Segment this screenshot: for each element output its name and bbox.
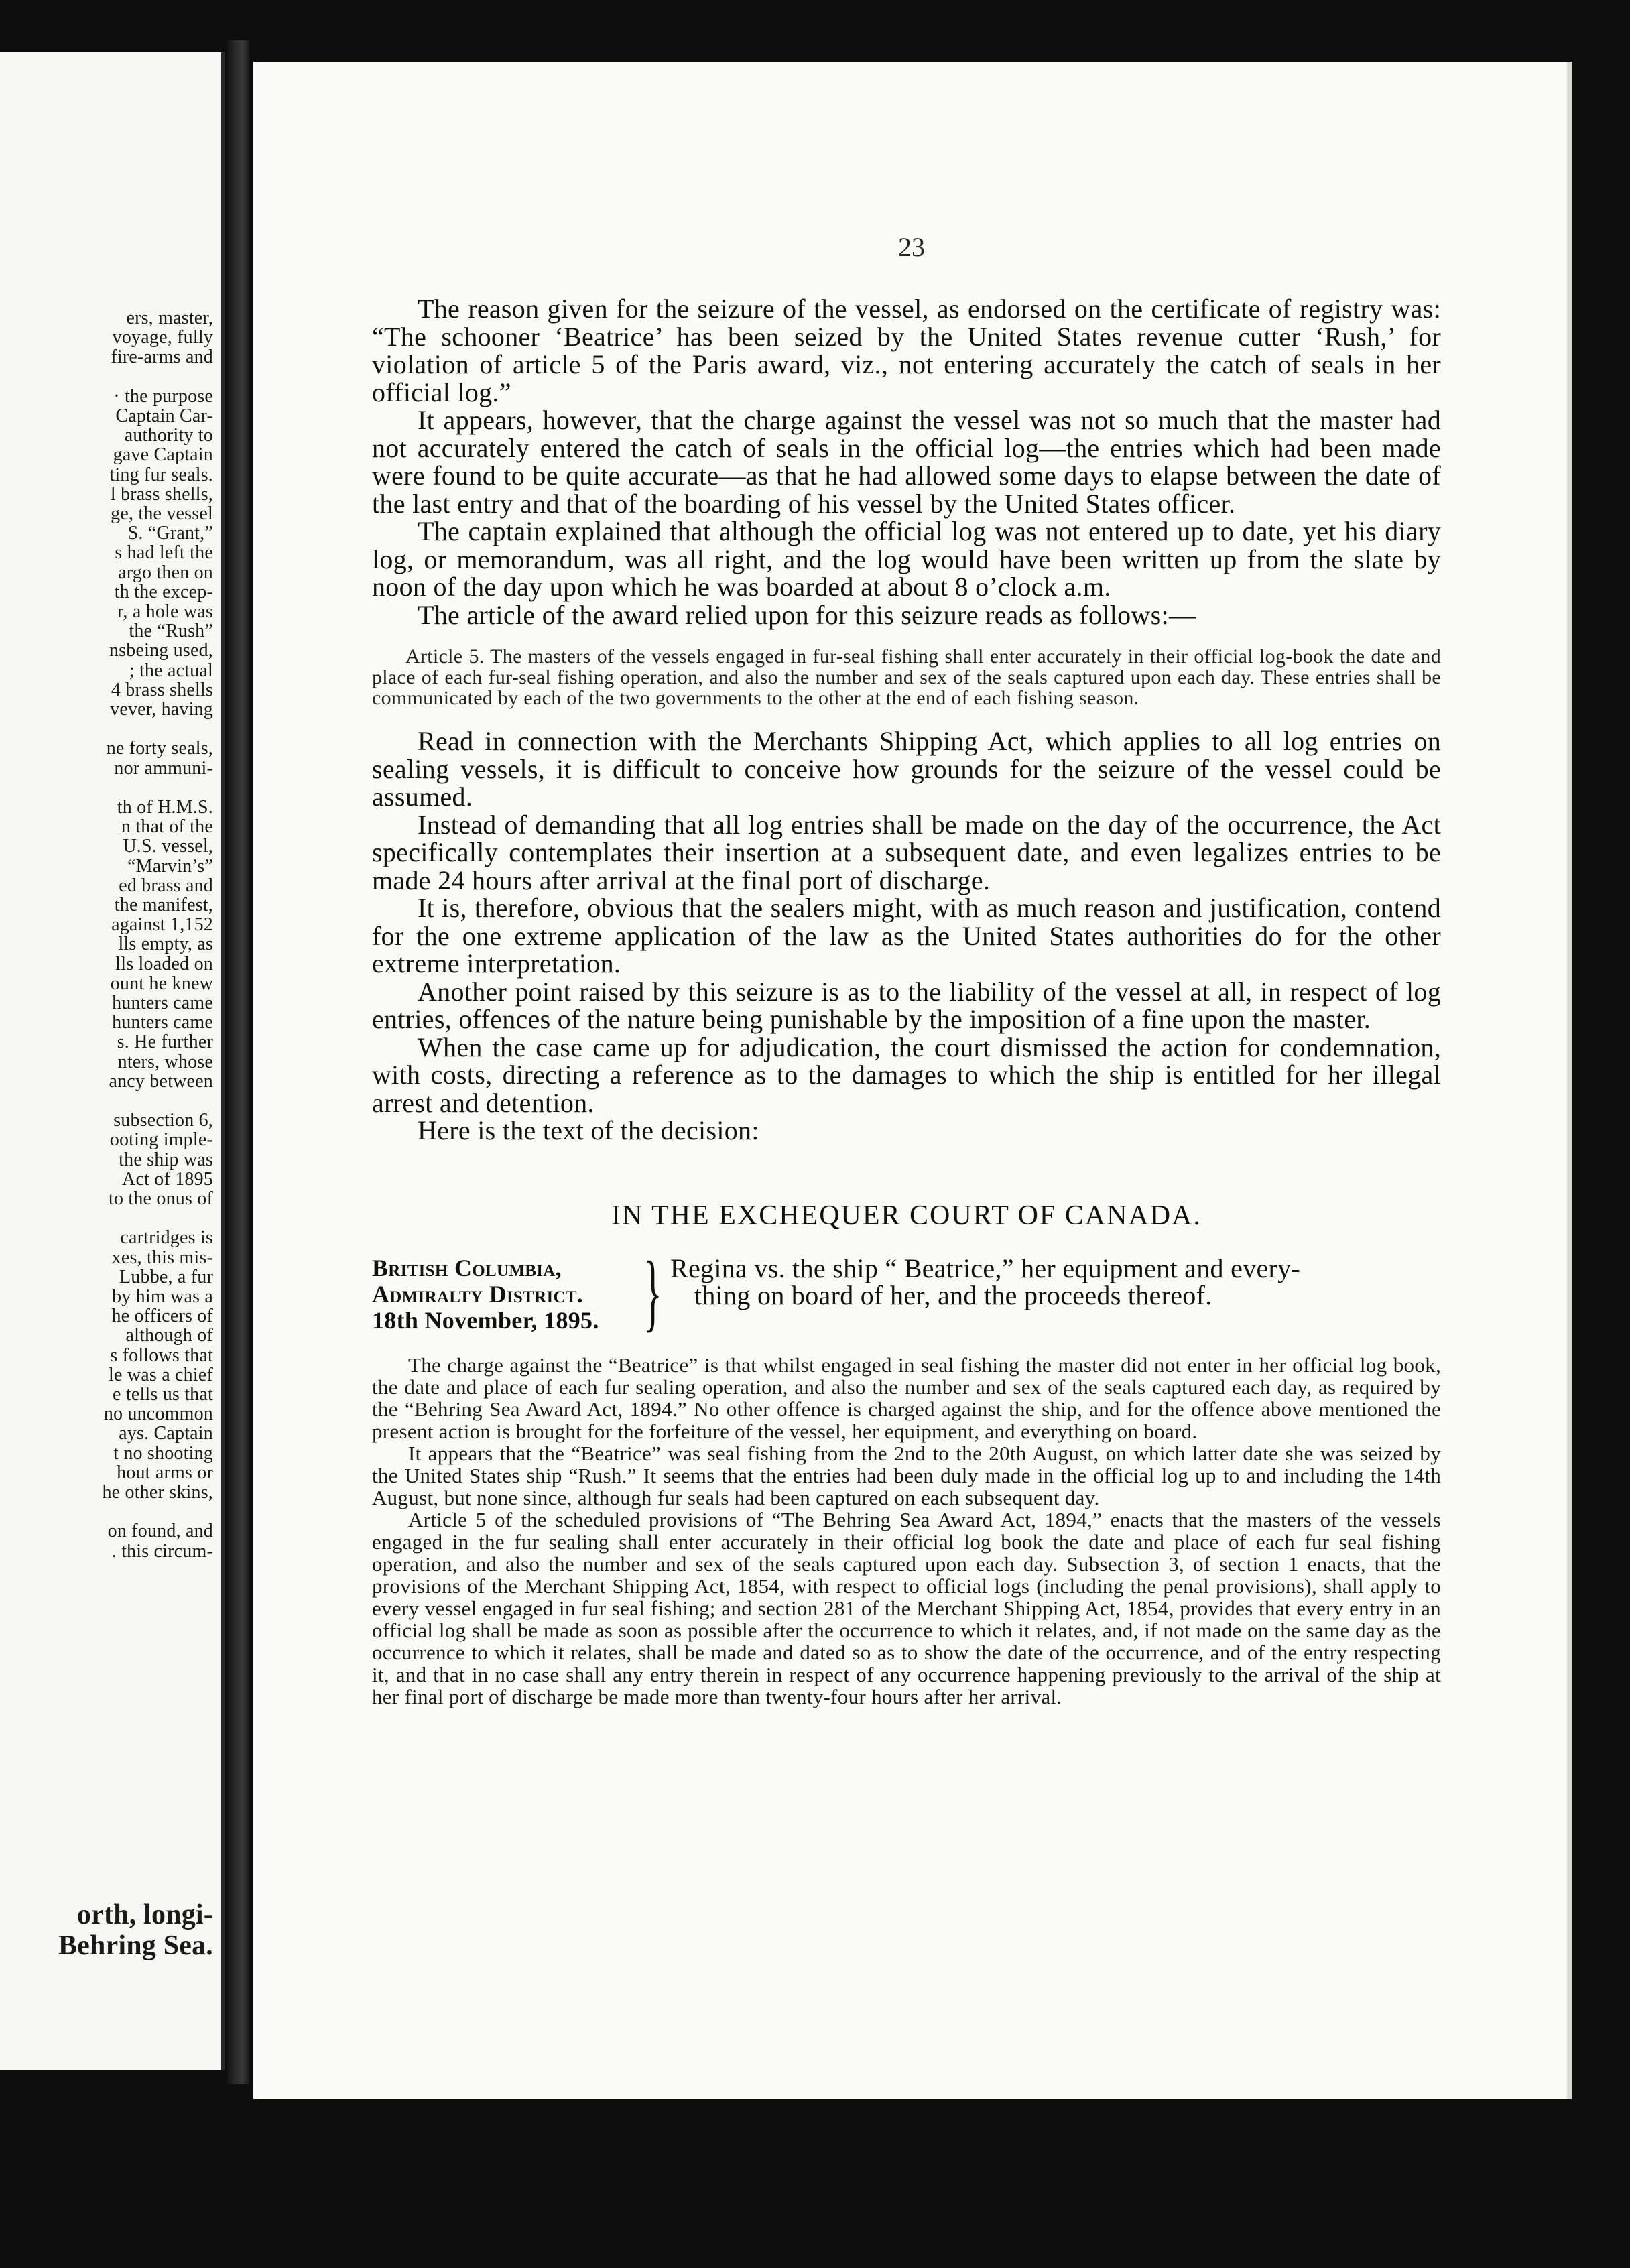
left-page-line: . this circum- — [111, 1540, 213, 1562]
left-page-line: ount he knew — [110, 972, 213, 994]
left-page-line: against 1,152 — [111, 914, 213, 936]
decision-paragraph-2: It appears that the “Beatrice” was seal fishing from the 2nd to the 20th August, on which latter date she was seized by the United States ship “Rush.” It seems that the entries had been duly made in the official log up to and including the 14th August, but none since, although fur seals had been captured on each subsequent day. — [372, 1442, 1441, 1509]
page-number: 23 — [898, 232, 925, 262]
court-heading: IN THE EXCHEQUER COURT OF CANADA. — [611, 1200, 1202, 1231]
left-page-line: le was a chief — [109, 1364, 213, 1385]
left-page-line: Lubbe, a fur — [119, 1266, 213, 1287]
left-page-line: authority to — [124, 425, 213, 446]
decision-paragraph-1: The charge against the “Beatrice” is that whilst engaged in seal fishing the master did not enter in her official log book, the date and place of each fur sealing operation, and also the number and sex of the seals captured each day, as required by the “Behring Sea Award Act, 1894.” No other offence is charged against the ship, and for the offence above mentioned the present action is brought for the forfeiture of the vessel, her equipment, and everything on board. — [372, 1353, 1441, 1443]
paragraph-1: The reason given for the seizure of the vessel, as endorsed on the certificate of registry was: “The schooner ‘Beatrice’ has been seized by the United States revenue cutter ‘Rush,’ for violation of article 5 of the Paris award, viz., not entering accurately the catch of seals in her official log.” — [372, 294, 1441, 407]
left-page-line: l brass shells, — [110, 483, 213, 505]
paragraph-8: Another point raised by this seizure is as to the liability of the vessel at all, in respect of log entries, offences of the nature being punishable by the imposition of a fine upon the master. — [372, 976, 1441, 1034]
left-page-line: nters, whose — [117, 1051, 213, 1072]
left-page-line: hunters came — [112, 993, 213, 1013]
left-page-line: subsection 6, — [113, 1110, 213, 1131]
paragraph-6: Instead of demanding that all log entries shall be made on the day of the occurrence, the Act specifically contemplates their insertion at a subsequent date, and even legalizes entries to be made 24 hours after arrival at the final port of discharge. — [372, 809, 1441, 895]
paragraph-9: When the case came up for adjudication, the court dismissed the action for condemnation, with costs, directing a reference as to the damages to which the ship is entitled for her illegal arrest and detention. — [372, 1031, 1441, 1118]
left-page-line: ne forty seals, — [106, 738, 213, 759]
decision-paragraph-3: Article 5 of the scheduled provisions of “The Behring Sea Award Act, 1894,” enacts that the masters of the vessels engaged in the fur sealing shall enter accurately in their official log book the date and place of each fur seal fishing operation, and also the number and sex of the seals captured upon each day. Subsection 3, of section 1 enacts, that the provisions of the Merchant Shipping Act, 1854, with respect to official logs (including the penal provisions), shall apply to every vessel engaged in fur seal fishing; and section 281 of the Merchant Shipping Act, 1854, provides that every entry in an official log shall be made as soon as possible after the occurrence to which it relates, and, if not made on the same day as the occurrence to which it relates, shall be made and dated so as to show the date of the occurrence, and of the entry respecting it, and that in no case shall any entry therein in respect of any occurrence happening previously to the arrival of the ship at her final port of discharge be made more than twenty-four hours after her arrival. — [372, 1508, 1441, 1708]
case-province: British Columbia, — [372, 1255, 562, 1281]
left-facing-page — [0, 52, 225, 2070]
left-page-line: gave Captain — [113, 444, 213, 466]
left-page-line: the manifest, — [114, 895, 213, 916]
left-page-line: hout arms or — [117, 1462, 213, 1483]
book-binding-gutter — [227, 40, 249, 2084]
left-page-line: lls loaded on — [115, 953, 213, 974]
left-page-line: cartridges is — [120, 1227, 213, 1249]
left-page-line: he officers of — [111, 1306, 213, 1327]
left-page-line: although of — [125, 1325, 213, 1346]
left-page-line: nsbeing used, — [109, 640, 213, 662]
case-date: 18th November, 1895. — [372, 1307, 599, 1334]
left-page-line: ancy between — [109, 1070, 213, 1092]
left-page-line: no uncommon — [103, 1403, 213, 1425]
left-page-line: 4 brass shells — [111, 679, 213, 700]
left-page-line: “Marvin’s” — [127, 855, 213, 877]
left-page-line: the “Rush” — [129, 621, 213, 642]
left-page-bottom-line: Behring Sea. — [58, 1930, 213, 1961]
decision-text — [372, 1354, 1441, 1708]
left-page-bottom-line: orth, longi- — [76, 1899, 213, 1930]
left-page-line: s. He further — [117, 1031, 213, 1053]
left-page-line: ed brass and — [119, 875, 213, 896]
left-page-line: hunters came — [112, 1012, 213, 1033]
left-page-line: lls empty, as — [118, 934, 213, 955]
paragraph-2: It appears, however, that the charge against the vessel was not so much that the master had not accurately entered the catch of seals in the official log—the entries which had been made were found to be quite accurate—as that he had allowed some days to elapse between the date of the last entry and that of the boarding of his vessel by the United States officer. — [372, 405, 1441, 519]
paragraph-4: The article of the award relied upon for this seizure reads as follows:— — [418, 599, 1196, 630]
case-title — [664, 1255, 1441, 1309]
left-page-line: ge, the vessel — [111, 503, 213, 524]
left-page-line: th of H.M.S. — [117, 797, 213, 818]
case-district: Admiralty District. — [372, 1281, 584, 1308]
left-page-line: r, a hole was — [117, 601, 213, 622]
left-page-line: ting fur seals. — [109, 464, 213, 485]
left-page-line: vever, having — [110, 699, 213, 720]
left-page-line: by him was a — [112, 1286, 213, 1307]
left-page-line: ; the actual — [129, 659, 213, 681]
left-page-line: S. “Grant,” — [127, 523, 213, 544]
left-page-line: Act of 1895 — [122, 1168, 213, 1190]
left-page-line: voyage, fully — [112, 327, 213, 349]
paragraph-7: It is, therefore, obvious that the sealers might, with as much reason and justification, contend for the one extreme application of the law as the United States authorities do for the other extreme interpretation. — [372, 893, 1441, 979]
left-page-line: to the onus of — [108, 1188, 213, 1209]
left-page-line: e tells us that — [113, 1384, 213, 1405]
case-caption — [372, 1244, 1441, 1340]
article-5-quote: Article 5. The masters of the vessels engaged in fur-seal fishing shall enter accurately in their official log-book the date and place of each fur-seal fishing operation, and also the number and sex of the seals captured upon each day. These entries shall be communicated by each of the two governments to the other at the end of each fishing season. — [372, 645, 1441, 709]
left-page-line: s follows that — [110, 1344, 213, 1366]
left-page-line: s had left the — [115, 542, 213, 564]
left-page-line: n that of the — [121, 816, 213, 838]
left-page-line: Captain Car- — [115, 405, 213, 426]
case-jurisdiction — [372, 1255, 637, 1334]
case-title-line-1: Regina vs. the ship “ Beatrice,” her equipment and every- — [670, 1253, 1301, 1283]
left-page-line: nor ammuni- — [114, 757, 213, 779]
left-page-line: argo then on — [118, 562, 213, 583]
left-page-line: xes, this mis- — [111, 1247, 213, 1268]
brace-glyph: } — [643, 1244, 662, 1340]
left-page-line: ays. Captain — [119, 1423, 213, 1444]
left-page-line: ers, master, — [126, 308, 213, 328]
left-page-line: t no shooting — [113, 1442, 213, 1464]
paragraph-5: Read in connection with the Merchants Shipping Act, which applies to all log entries on sealing vessels, it is difficult to conceive how grounds for the seizure of the vessel could be assumed. — [372, 726, 1441, 812]
paragraph-3: The captain explained that although the official log was not entered up to date, yet his diary log, or memorandum, was all right, and the log would have been written up from the slate by noon of the day upon which he was boarded at about 8 o’clock a.m. — [372, 516, 1441, 602]
page-content — [372, 295, 1441, 1708]
left-page-line: fire-arms and — [111, 346, 213, 368]
left-page-line: · the purpose — [113, 385, 213, 407]
left-page-line: th the excep- — [114, 581, 213, 603]
case-title-line-2: thing on board of her, and the proceeds thereof. — [694, 1280, 1212, 1310]
left-page-line: he other skins, — [102, 1482, 213, 1503]
left-page-line: ooting imple- — [109, 1129, 213, 1151]
left-page-line: on found, and — [107, 1521, 213, 1542]
paragraph-10: Here is the text of the decision: — [418, 1115, 759, 1145]
left-page-line: U.S. vessel, — [123, 836, 213, 857]
left-page-line: the ship was — [119, 1149, 213, 1170]
